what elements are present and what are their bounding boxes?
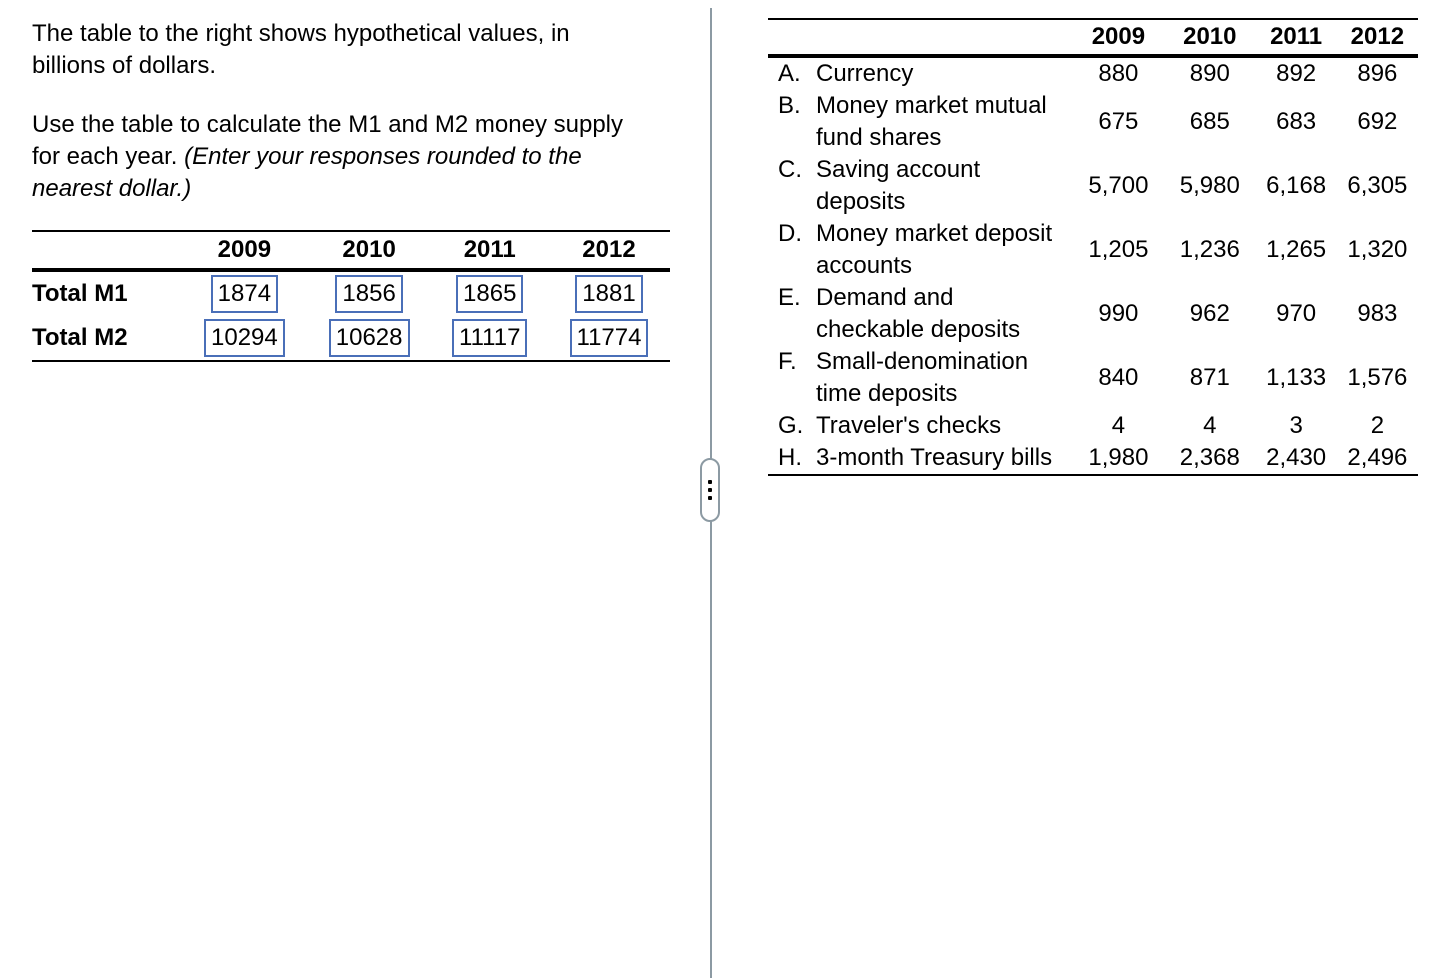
data-row [768, 218, 1418, 282]
data-header-year: 2009 [1091, 23, 1146, 50]
answer-table [32, 230, 670, 362]
answer-row-label: Total M2 [32, 324, 128, 351]
m1-2010-input[interactable]: 1856 [335, 275, 402, 313]
row-value: 1,265 [1266, 236, 1327, 263]
grip-dot-icon [708, 480, 712, 484]
data-header-year: 2011 [1270, 23, 1323, 50]
row-value: 5,700 [1088, 172, 1149, 199]
data-row [768, 56, 1418, 90]
answer-header-year: 2009 [217, 236, 272, 263]
data-table-header [768, 19, 1418, 56]
row-value: 5,980 [1179, 172, 1240, 199]
question-instructions [32, 109, 652, 205]
row-letter: A. [778, 60, 801, 87]
m1-2011-input[interactable]: 1865 [456, 275, 523, 313]
divider-drag-handle[interactable] [700, 458, 720, 522]
row-label: Saving account deposits [816, 156, 981, 215]
row-value: 685 [1189, 108, 1230, 135]
answer-header-year: 2010 [342, 236, 396, 263]
answer-header-year: 2011 [463, 236, 516, 263]
data-row [768, 410, 1418, 442]
grip-dot-icon [708, 496, 712, 500]
instruction-text: Use the table to calculate the M1 and M2 money supply for each year. [32, 111, 623, 170]
row-value: 983 [1357, 300, 1398, 327]
m1-2012-input[interactable]: 1881 [575, 275, 642, 313]
row-value: 1,236 [1179, 236, 1240, 263]
row-value: 692 [1357, 108, 1398, 135]
m2-2009-input[interactable]: 10294 [204, 319, 285, 357]
question-intro: The table to the right shows hypothetical values, in billions of dollars. [32, 20, 570, 79]
row-letter: E. [778, 284, 801, 311]
row-letter: F. [778, 348, 797, 375]
data-header-year: 2010 [1183, 23, 1237, 50]
row-letter: D. [778, 220, 802, 247]
data-row [768, 90, 1418, 154]
row-value: 6,305 [1347, 172, 1408, 199]
row-label: Small-denomination time deposits [816, 348, 1029, 407]
m2-2012-input[interactable]: 11774 [570, 319, 649, 357]
data-table [768, 18, 1418, 476]
m1-2009-input[interactable]: 1874 [211, 275, 278, 313]
row-value: 2,496 [1347, 444, 1408, 471]
row-value: 990 [1098, 300, 1139, 327]
row-value: 896 [1357, 60, 1398, 87]
answer-row-m2 [32, 316, 670, 361]
row-value: 2,368 [1179, 444, 1240, 471]
row-letter: G. [778, 412, 804, 439]
row-value: 4 [1203, 412, 1217, 439]
row-value: 2 [1370, 412, 1385, 439]
row-letter: C. [778, 156, 802, 183]
answer-header-blank [32, 231, 182, 270]
row-value: 840 [1098, 364, 1139, 391]
row-value: 890 [1189, 60, 1230, 87]
answer-header-year: 2012 [582, 236, 636, 263]
row-value: 675 [1098, 108, 1139, 135]
grip-dot-icon [708, 488, 712, 492]
answer-table-header [32, 231, 670, 270]
data-row [768, 442, 1418, 475]
data-row [768, 346, 1418, 410]
row-value: 4 [1111, 412, 1126, 439]
row-value: 892 [1276, 60, 1317, 87]
row-value: 962 [1189, 300, 1230, 327]
row-letter: H. [778, 444, 802, 471]
row-label: 3-month Treasury bills [816, 444, 1053, 471]
row-label: Demand and checkable deposits [816, 284, 1021, 343]
row-label: Currency [816, 60, 914, 87]
row-label: Traveler's checks [816, 412, 1002, 439]
data-header-year: 2012 [1350, 23, 1405, 50]
instruction-note: (Enter your responses rounded to the nearest dollar.) [32, 143, 582, 202]
row-value: 1,576 [1347, 364, 1408, 391]
data-header-blank [768, 19, 1073, 56]
row-value: 1,320 [1347, 236, 1408, 263]
row-value: 871 [1189, 364, 1230, 391]
question-pane [32, 18, 672, 351]
row-value: 1,133 [1266, 364, 1327, 391]
m2-2011-input[interactable]: 11117 [452, 319, 527, 357]
row-value: 1,205 [1088, 236, 1149, 263]
data-row [768, 154, 1418, 218]
row-label: Money market mutual fund shares [816, 92, 1047, 151]
row-value: 1,980 [1088, 444, 1149, 471]
data-row [768, 282, 1418, 346]
row-value: 970 [1276, 300, 1317, 327]
row-value: 2,430 [1266, 444, 1327, 471]
row-value: 880 [1098, 60, 1139, 87]
row-value: 683 [1276, 108, 1317, 135]
row-value: 6,168 [1266, 172, 1327, 199]
m2-2010-input[interactable]: 10628 [329, 319, 410, 357]
answer-row-m1 [32, 270, 670, 316]
row-letter: B. [778, 92, 801, 119]
row-value: 3 [1289, 412, 1303, 439]
row-label: Money market deposit accounts [816, 220, 1053, 279]
answer-row-label: Total M1 [32, 280, 128, 307]
